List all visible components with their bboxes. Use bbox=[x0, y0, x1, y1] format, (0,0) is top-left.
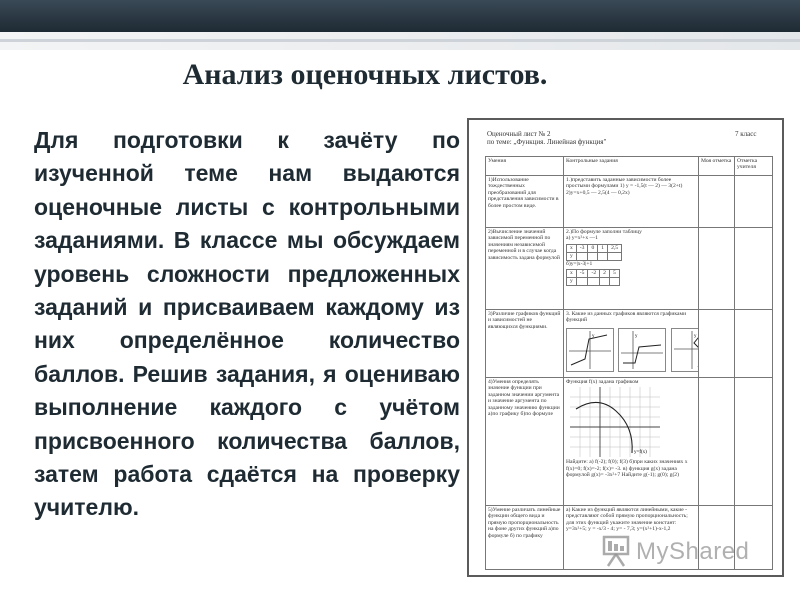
col-header-skills: Умения bbox=[486, 157, 564, 176]
assessment-sheet-image bbox=[467, 118, 784, 577]
graph-two bbox=[618, 328, 666, 372]
value-cell bbox=[598, 252, 608, 260]
row-task-text: 2.)По формуле заполни таблицу bbox=[566, 229, 642, 235]
row-task-formulas: y=3x²+5; y = -x/3 - 4; y= - 7,3; y=(x²+1)-x-1,2 bbox=[566, 526, 671, 533]
value-cell: 2 bbox=[600, 270, 610, 278]
row-skill: 4)Умения определять значение функции при заданном значении аргумента и значение аргумента по заданному значению функции а)по графику б)по формуле bbox=[486, 378, 564, 506]
header-bar bbox=[0, 0, 800, 32]
slide-paragraph: Для подготовки к зачёту по изученной теме нам выдаются оценочные листы с контрольными заданиями. В классе мы обсуждаем уровень сложности предложенных заданий и присваиваем каждому из них определённое количество баллов. Решив задания, я оцениваю выполнение каждого с учётом присвоенного количества баллов, затем работа сдаётся на проверку учителю. bbox=[34, 127, 460, 521]
table-row bbox=[486, 310, 773, 378]
value-cell bbox=[588, 278, 600, 286]
graph-y-label: у bbox=[635, 333, 638, 339]
value-cell bbox=[609, 278, 619, 286]
col-header-tasks: Контрольные задания bbox=[564, 157, 699, 176]
my-mark-cell bbox=[699, 176, 735, 228]
teacher-mark-cell bbox=[735, 310, 773, 378]
sheet-header-number: Оценочный лист № 2 bbox=[487, 130, 551, 138]
sheet-header-topic: по теме: „Функция. Линейная функция" bbox=[487, 138, 607, 146]
graph-one bbox=[566, 328, 614, 372]
value-table-b bbox=[566, 269, 620, 286]
value-cell bbox=[588, 252, 598, 260]
value-cell bbox=[600, 278, 610, 286]
value-cell: 2,5 bbox=[608, 244, 622, 252]
value-cell: y bbox=[567, 278, 577, 286]
watermark bbox=[596, 534, 784, 570]
presentation-board-icon bbox=[598, 534, 634, 568]
graph-three bbox=[671, 328, 699, 372]
graph-y-label: у bbox=[693, 333, 697, 339]
row-skill: 2)Вычисление значений зависимой переменной по значениям независимой переменной и в случае когда зависимость задана формулой bbox=[486, 228, 564, 310]
value-cell: 1 bbox=[598, 244, 608, 252]
slide-title: Анализ оценочных листов. bbox=[182, 58, 548, 91]
teacher-mark-cell bbox=[735, 378, 773, 506]
teacher-mark-cell bbox=[735, 228, 773, 310]
value-cell bbox=[608, 252, 622, 260]
value-cell: -5 bbox=[576, 270, 588, 278]
formula-a: а) y=x²+x —1 bbox=[566, 235, 598, 242]
value-table-a bbox=[566, 244, 622, 261]
row-skill: 3)Различие графиков функций и зависимостей не являющихся функциями. bbox=[486, 310, 564, 378]
row-skill: 1)Использование тождественных преобразований для представления зависимости в более простом виде. bbox=[486, 176, 564, 228]
assessment-table bbox=[485, 156, 773, 570]
row-task bbox=[564, 228, 699, 310]
row-task-text: а) Какие из функций являются линейными, какие - представляют собой прямую пропорциональность; для этих функций укажите значение констант: bbox=[566, 507, 688, 526]
sheet-grade: 7 класс bbox=[735, 130, 757, 138]
row-task bbox=[564, 378, 699, 506]
value-cell: x bbox=[567, 244, 577, 252]
my-mark-cell bbox=[699, 378, 735, 506]
table-row bbox=[486, 176, 773, 228]
function-graph bbox=[570, 387, 660, 457]
row-task: 1.)представить заданные зависимости более простыми формулами 1) y = -1,5(t — 2) — 3(2+t) 2)y=x+0,5 — 2,5(4 — 0,2x) bbox=[564, 176, 699, 228]
value-cell: -2 bbox=[588, 270, 600, 278]
row-task bbox=[564, 310, 699, 378]
teacher-mark-cell bbox=[735, 176, 773, 228]
row-task-text: Функция f(x) задана графиком bbox=[566, 379, 639, 385]
row-skill: 5)Умение различать линейные функции общего вида и прямую пропорциональность на фоне других функций а)по формуле б) по графику bbox=[486, 506, 564, 570]
value-cell: -3 bbox=[576, 244, 588, 252]
formula-b: б)y=|x-3|+1 bbox=[566, 260, 593, 267]
value-cell: 5 bbox=[609, 270, 619, 278]
graph-y-label: у bbox=[592, 333, 595, 339]
value-cell: 0 bbox=[588, 244, 598, 252]
table-row bbox=[486, 228, 773, 310]
watermark-text: MyShared bbox=[636, 538, 750, 565]
value-cell bbox=[576, 278, 588, 286]
col-header-teacher-mark: Отметка учителя bbox=[735, 157, 773, 176]
assessment-table-header bbox=[486, 157, 773, 176]
value-cell bbox=[576, 252, 588, 260]
row-task-text: 3. Какие из данных графиков являются графиками функций bbox=[566, 311, 687, 324]
my-mark-cell bbox=[699, 228, 735, 310]
graph-function-label: y=f(x) bbox=[634, 450, 647, 456]
table-row bbox=[486, 378, 773, 506]
header-stripe bbox=[0, 32, 800, 50]
header-divider bbox=[0, 39, 800, 42]
col-header-my-mark: Моя отметка bbox=[699, 157, 735, 176]
row-task-details: Найдите: а) f(-2); f(0); f(3) б)при каких значениях x f(x)=0; f(x)=-2; f(x)= -3. в) функция g(x) задана формулой g(x)= -3x²+7 Найдите g(-1); g(0); g(2) bbox=[566, 459, 688, 479]
value-cell: y bbox=[567, 252, 577, 260]
value-cell: x bbox=[567, 270, 577, 278]
my-mark-cell bbox=[699, 310, 735, 378]
